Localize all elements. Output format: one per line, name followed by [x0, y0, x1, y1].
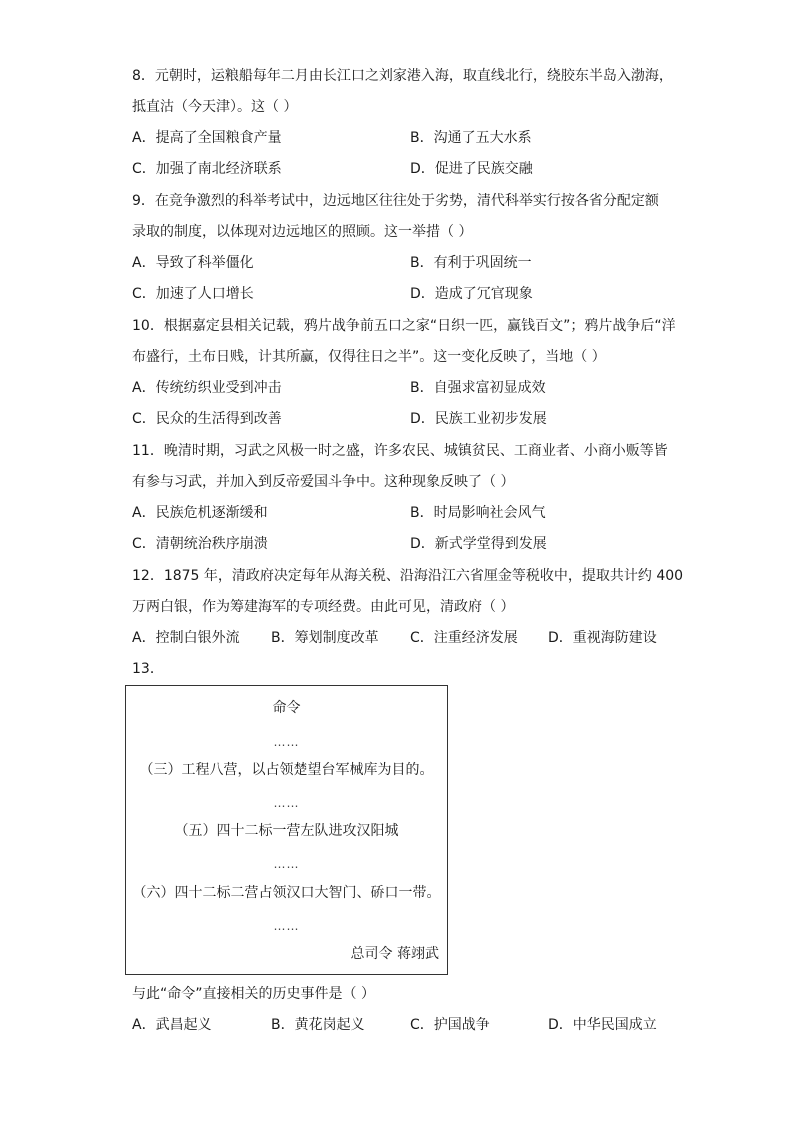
- ellipsis-1: ……: [273, 735, 300, 749]
- ellipsis-2: ……: [273, 796, 300, 810]
- q8-option-b: B．沟通了五大水系: [410, 130, 532, 146]
- q8-option-d: D．促进了民族交融: [410, 161, 533, 177]
- command-signature: 总司令 蒋翊武: [350, 946, 439, 962]
- ellipsis-4: ……: [273, 919, 300, 933]
- q11-stem-line1: 11．晚清时期，习武之风极一时之盛，许多农民、城镇贫民、工商业者、小商小贩等皆: [132, 443, 668, 459]
- q12-option-d: D．重视海防建设: [548, 630, 657, 646]
- q12-option-b: B．筹划制度改革: [271, 630, 379, 646]
- ellipsis-3: ……: [273, 857, 300, 871]
- q9-option-b: B．有利于巩固统一: [410, 255, 532, 271]
- q13-option-c: C．护国战争: [410, 1017, 490, 1033]
- q13-option-b: B．黄花岗起义: [271, 1017, 365, 1033]
- q8-option-a: A．提高了全国粮食产量: [132, 130, 282, 146]
- command-title: 命令: [272, 700, 301, 716]
- q12-option-c: C．注重经济发展: [410, 630, 518, 646]
- q13-option-a: A．武昌起义: [132, 1017, 212, 1033]
- q12-stem-line2: 万两白银，作为筹建海军的专项经费。由此可见，清政府（ ）: [132, 599, 515, 615]
- q12-stem-line1: 12．1875 年，清政府决定每年从海关税、沿海沿江六省厘金等税收中，提取共计约 400: [132, 568, 684, 584]
- q9-option-c: C．加速了人口增长: [132, 286, 254, 302]
- command-item-5: （五）四十二标一营左队进攻汉阳城: [174, 823, 399, 839]
- q8-stem-line1: 8．元朝时，运粮船每年二月由长江口之刘家港入海，取直线北行，绕胶东半岛入渤海，: [132, 68, 673, 84]
- q11-stem-line2: 有参与习武，并加入到反帝爱国斗争中。这种现象反映了（ ）: [132, 474, 515, 490]
- q11-option-c: C．清朝统治秩序崩溃: [132, 536, 268, 552]
- q10-option-b: B．自强求富初显成效: [410, 380, 546, 396]
- q11-option-d: D．新式学堂得到发展: [410, 536, 547, 552]
- q8-stem-line2: 抵直沽（今天津）。这（ ）: [132, 99, 298, 115]
- q10-option-a: A．传统纺织业受到冲击: [132, 380, 282, 396]
- q8-option-c: C．加强了南北经济联系: [132, 161, 282, 177]
- command-item-3: （三）工程八营，以占领楚望台军械库为目的。: [139, 762, 434, 778]
- q11-option-a: A．民族危机逐渐缓和: [132, 505, 268, 521]
- q10-option-d: D．民族工业初步发展: [410, 411, 547, 427]
- q12-option-a: A．控制白银外流: [132, 630, 240, 646]
- q11-option-b: B．时局影响社会风气: [410, 505, 546, 521]
- command-item-6: （六）四十二标二营占领汉口大智门、硚口一带。: [132, 885, 441, 901]
- command-document-box: [125, 685, 448, 975]
- q10-stem-line2: 布盛行，土布日贱，计其所赢，仅得往日之半”。这一变化反映了，当地（ ）: [132, 349, 606, 365]
- q13-option-d: D．中华民国成立: [548, 1017, 657, 1033]
- q9-option-d: D．造成了冗官现象: [410, 286, 533, 302]
- q9-stem-line1: 9．在竞争激烈的科举考试中，边远地区往往处于劣势，清代科举实行按各省分配定额: [132, 193, 659, 209]
- q10-stem-line1: 10．根据嘉定县相关记载，鸦片战争前五口之家“日织一匹，赢钱百文”；鸦片战争后“洋: [132, 318, 676, 334]
- q13-stem: 与此“命令”直接相关的历史事件是（ ）: [132, 986, 375, 1002]
- q9-stem-line2: 录取的制度，以体现对边远地区的照顾。这一举措（ ）: [132, 224, 473, 240]
- q10-option-c: C．民众的生活得到改善: [132, 411, 282, 427]
- q13-number: 13．: [132, 661, 164, 677]
- q9-option-a: A．导致了科举僵化: [132, 255, 254, 271]
